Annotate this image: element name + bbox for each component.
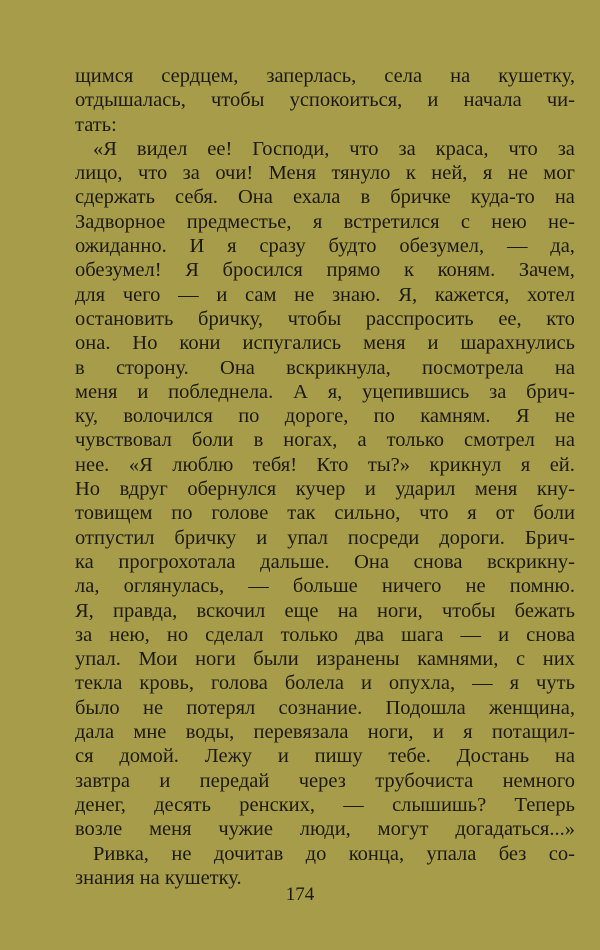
text-line: обезумел! Я бросился прямо к коням. Зачем, (75, 259, 575, 282)
text-line: отпустил бричку и упал посреди дороги. Брич- (75, 526, 575, 549)
text-line: завтра и передай через трубочиста немного (75, 769, 575, 792)
text-line: щимся сердцем, заперлась, села на кушетку, (75, 65, 575, 87)
text-line: возле меня чужие люди, могут догадаться...» (75, 818, 575, 841)
text-line: ожиданно. И я сразу будто обезумел, — да, (75, 235, 575, 258)
text-line: знания на кушетку. (75, 866, 242, 889)
text-line: текла кровь, голова болела и опухла, — я чуть (75, 672, 575, 695)
text-line: «Я видел ее! Господи, что за краса, что за (93, 137, 575, 160)
text-line: меня и побледнела. А я, уцепившись за брич- (75, 380, 575, 403)
text-line: Задворное предместье, я встретился с нею не- (75, 210, 575, 233)
text-line: Но вдруг обернулся кучер и ударил меня кну- (75, 478, 575, 501)
text-line: ку, волочился по дороге, по камням. Я не (75, 405, 575, 428)
text-line: ла, оглянулась, — больше ничего не помню. (75, 575, 575, 598)
text-line: упал. Мои ноги были изранены камнями, с них (75, 648, 575, 671)
text-line: в сторону. Она вскрикнула, посмотрела на (75, 356, 575, 379)
text-line: ка прогрохотала дальше. Она снова вскрикну- (75, 550, 575, 573)
text-line: товищем по голове так сильно, что я от боли (75, 502, 575, 525)
text-line: лицо, что за очи! Меня тянуло к ней, я не мог (75, 162, 575, 185)
page-number: 174 (285, 884, 315, 905)
text-line: тать: (75, 113, 117, 136)
text-line: Ривка, не дочитав до конца, упала без со- (93, 842, 575, 865)
text-line: она. Но кони испугались меня и шарахнулись (75, 332, 575, 355)
text-line: нее. «Я люблю тебя! Кто ты?» крикнул я ей. (75, 453, 575, 476)
text-line: денег, десять ренских, — слышишь? Теперь (75, 793, 575, 816)
text-line: сдержать себя. Она ехала в бричке куда-то на (75, 186, 575, 209)
text-line: ся домой. Лежу и пишу тебе. Достань на (75, 745, 575, 768)
text-line: чувствовал боли в ногах, а только смотрел на (75, 429, 575, 452)
text-line: дала мне воды, перевязала ноги, и я потащил- (75, 721, 575, 744)
text-line: было не потерял сознание. Подошла женщина, (75, 696, 575, 719)
text-line: отдышалась, чтобы успокоиться, и начала чи- (75, 89, 575, 112)
body-text (75, 64, 575, 890)
text-line: Я, правда, вскочил еще на ноги, чтобы бежать (75, 599, 575, 622)
text-line: для чего — и сам не знаю. Я, кажется, хотел (75, 283, 575, 306)
text-line: остановить бричку, чтобы расспросить ее, кто (75, 307, 575, 330)
text-line: за нею, но сделал только два шага — и снова (75, 623, 575, 646)
